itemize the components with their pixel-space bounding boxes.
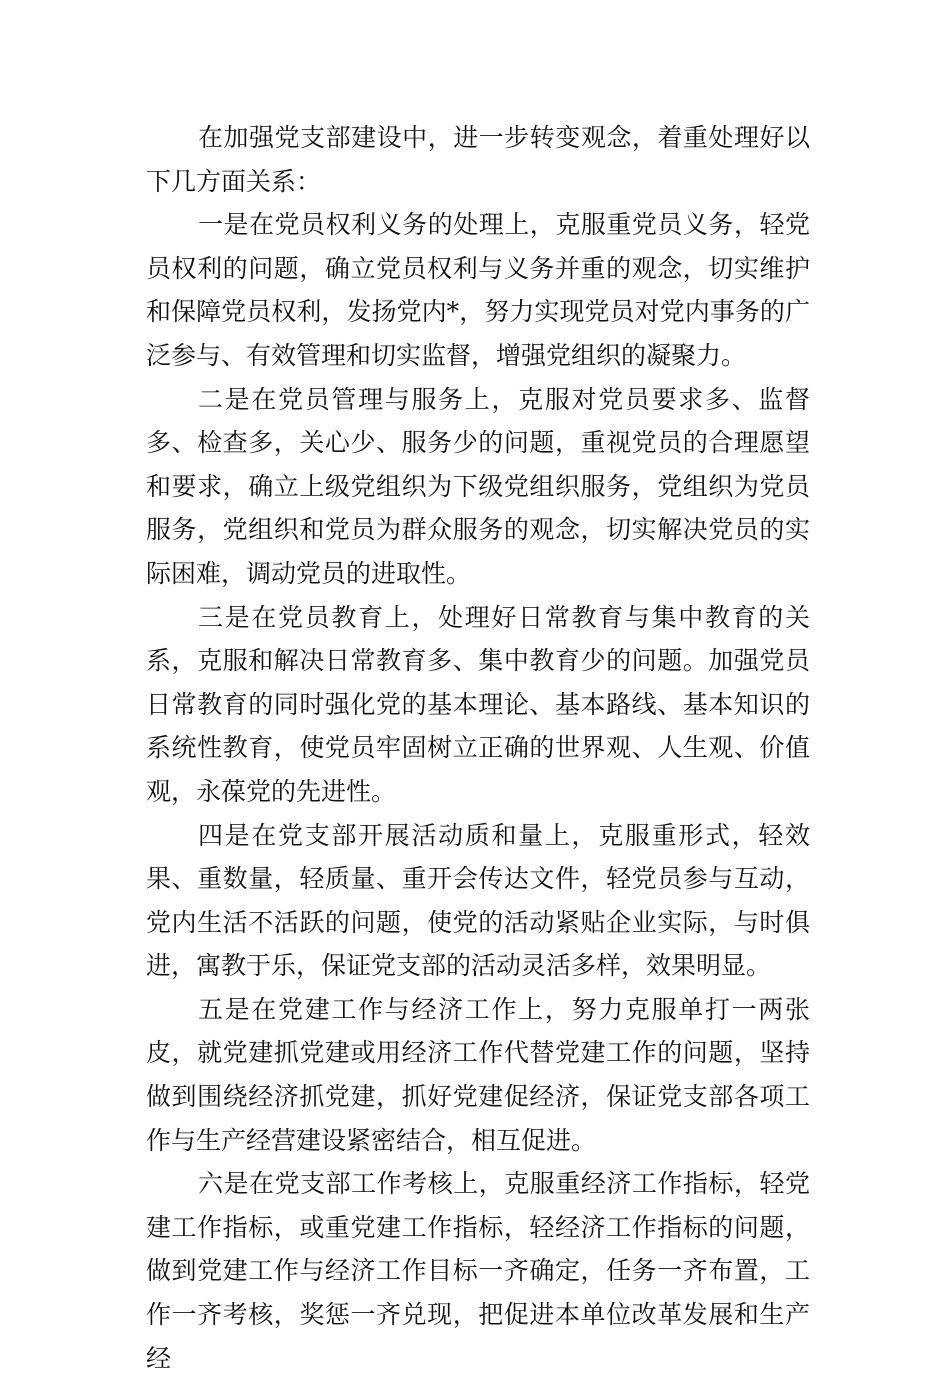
document-body [146,116,810,1380]
paragraph-point-2: 二是在党员管理与服务上，克服对党员要求多、监督多、检查多，关心少、服务少的问题，重视党员的合理愿望和要求，确立上级党组织为下级党组织服务，党组织为党员服务，党组织和党员为群众服务的观念，切实解决党员的实际困难，调动党员的进取性。 [146,384,810,588]
paragraph-point-1: 一是在党员权利义务的处理上，克服重党员义务，轻党员权利的问题，确立党员权利与义务并重的观念，切实维护和保障党员权利，发扬党内*，努力实现党员对党内事务的广泛参与、有效管理和切实监督，增强党组织的凝聚力。 [146,210,810,370]
paragraph-intro: 在加强党支部建设中，进一步转变观念，着重处理好以下几方面关系： [146,123,810,196]
paragraph-point-5: 五是在党建工作与经济工作上，努力克服单打一两张皮，就党建抓党建或用经济工作代替党建工作的问题，坚持做到围绕经济抓党建，抓好党建促经济，保证党支部各项工作与生产经营建设紧密结合，相互促进。 [146,994,810,1155]
paragraph-point-4: 四是在党支部开展活动质和量上，克服重形式，轻效果、重数量，轻质量、重开会传达文件，轻党员参与互动，党内生活不活跃的问题，使党的活动紧贴企业实际，与时俱进，寓教于乐，保证党支部的活动灵活多样，效果明显。 [146,820,810,981]
paragraph-point-3: 三是在党员教育上，处理好日常教育与集中教育的关系，克服和解决日常教育多、集中教育少的问题。加强党员日常教育的同时强化党的基本理论、基本路线、基本知识的系统性教育，使党员牢固树立正确的世界观、人生观、价值观，永葆党的先进性。 [146,602,810,806]
paragraph-point-6: 六是在党支部工作考核上，克服重经济工作指标，轻党建工作指标，或重党建工作指标，轻经济工作指标的问题，做到党建工作与经济工作目标一齐确定，任务一齐布置，工作一齐考核，奖惩一齐兑现，把促进本单位改革发展和生产经 [146,1169,810,1373]
